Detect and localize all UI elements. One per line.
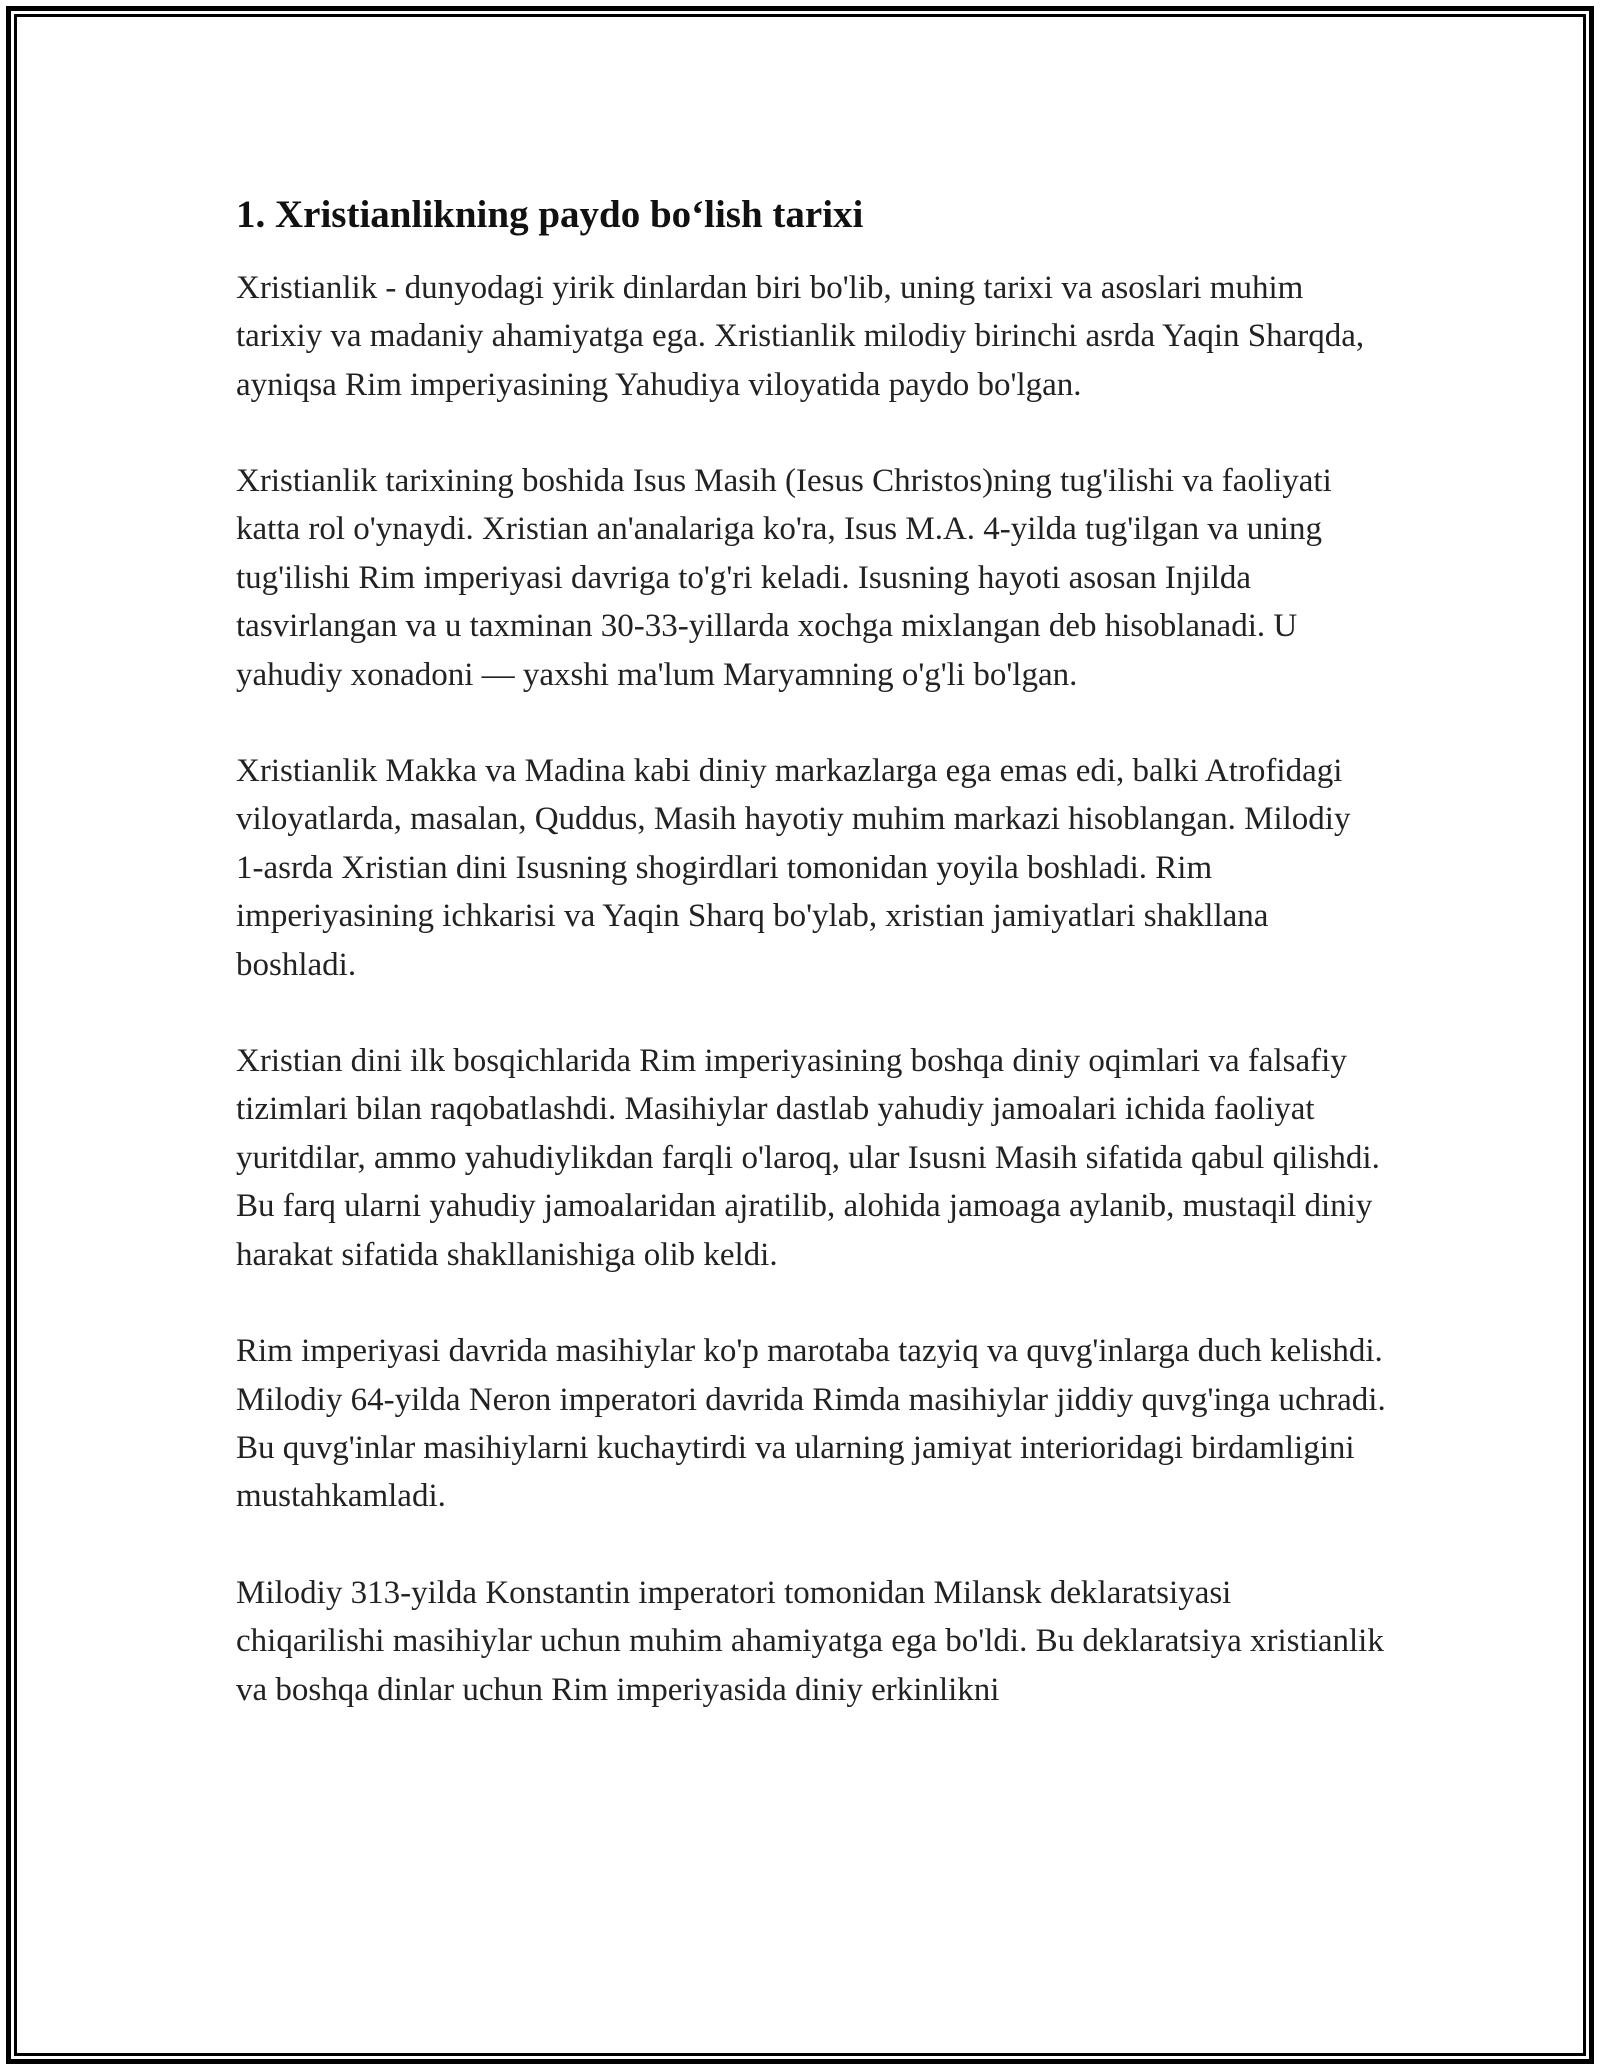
paragraph-persecution: Rim imperiyasi davrida masihiylar ko'p marotaba tazyiq va quvg'inlarga duch kelishdi. Milodiy 64-yilda Neron imperatori davrida Rimda masihiylar jiddiy quvg'inga uchradi. Bu quvg'inlar masihiylarni kuchaytirdi va ularning jamiyat interioridagi birdamligini mustahkamladi. xyxy=(236,1333,1386,1515)
document-body xyxy=(236,180,1386,1762)
paragraph-jesus-birth: Xristianlik tarixining boshida Isus Masih (Iesus Christos)ning tug'ilishi va faoliyati katta rol o'ynaydi. Xristian an'analariga ko'ra, Isus M.A. 4-yilda tug'ilgan va uning tug'ilishi Rim imperiyasi davriga to'g'ri keladi. Isusning hayoti asosan Injilda tasvirlangan va u taxminan 30-33-yillarda xochga mixlangan deb hisoblanadi. U yahudiy xonadoni — yaxshi ma'lum Maryamning o'g'li bo'lgan. xyxy=(236,463,1332,693)
paragraph-intro: Xristianlik - dunyodagi yirik dinlardan biri bo'lib, uning tarixi va asoslari muhim tarixiy va madaniy ahamiyatga ega. Xristianlik milodiy birinchi asrda Yaqin Sharqda, ayniqsa Rim imperiyasining Yahudiya viloyatida paydo bo'lgan. xyxy=(236,269,1365,403)
paragraph-milan-edict: Milodiy 313-yilda Konstantin imperatori tomonidan Milansk deklaratsiyasi chiqarilishi masihiylar uchun muhim ahamiyatga ega bo'ldi. Bu deklaratsiya xristianlik va boshqa dinlar uchun Rim imperiyasida diniy erkinlikni xyxy=(236,1574,1384,1708)
section-title: 1. Xristianlikning paydo bo‘lish tarixi xyxy=(236,193,864,236)
paragraph-religious-centers: Xristianlik Makka va Madina kabi diniy markazlarga ega emas edi, balki Atrofidagi viloyatlarda, masalan, Quddus, Masih hayotiy muhim markazi hisoblangan. Milodiy 1-asrda Xristian dini Isusning shogirdlari tomonidan yoyila boshladi. Rim imperiyasining ichkarisi va Yaqin Sharq bo'ylab, xristian jamiyatlari shakllana boshladi. xyxy=(236,753,1351,983)
paragraph-early-stages: Xristian dini ilk bosqichlarida Rim imperiyasining boshqa diniy oqimlari va falsafiy tizimlari bilan raqobatlashdi. Masihiylar dastlab yahudiy jamoalari ichida faoliyat yuritdilar, ammo yahudiylikdan farqli o'laroq, ular Isusni Masih sifatida qabul qilishdi. Bu farq ularni yahudiy jamoalaridan ajratilib, alohida jamoaga aylanib, mustaqil diniy harakat sifatida shakllanishiga olib keldi. xyxy=(236,1043,1380,1273)
